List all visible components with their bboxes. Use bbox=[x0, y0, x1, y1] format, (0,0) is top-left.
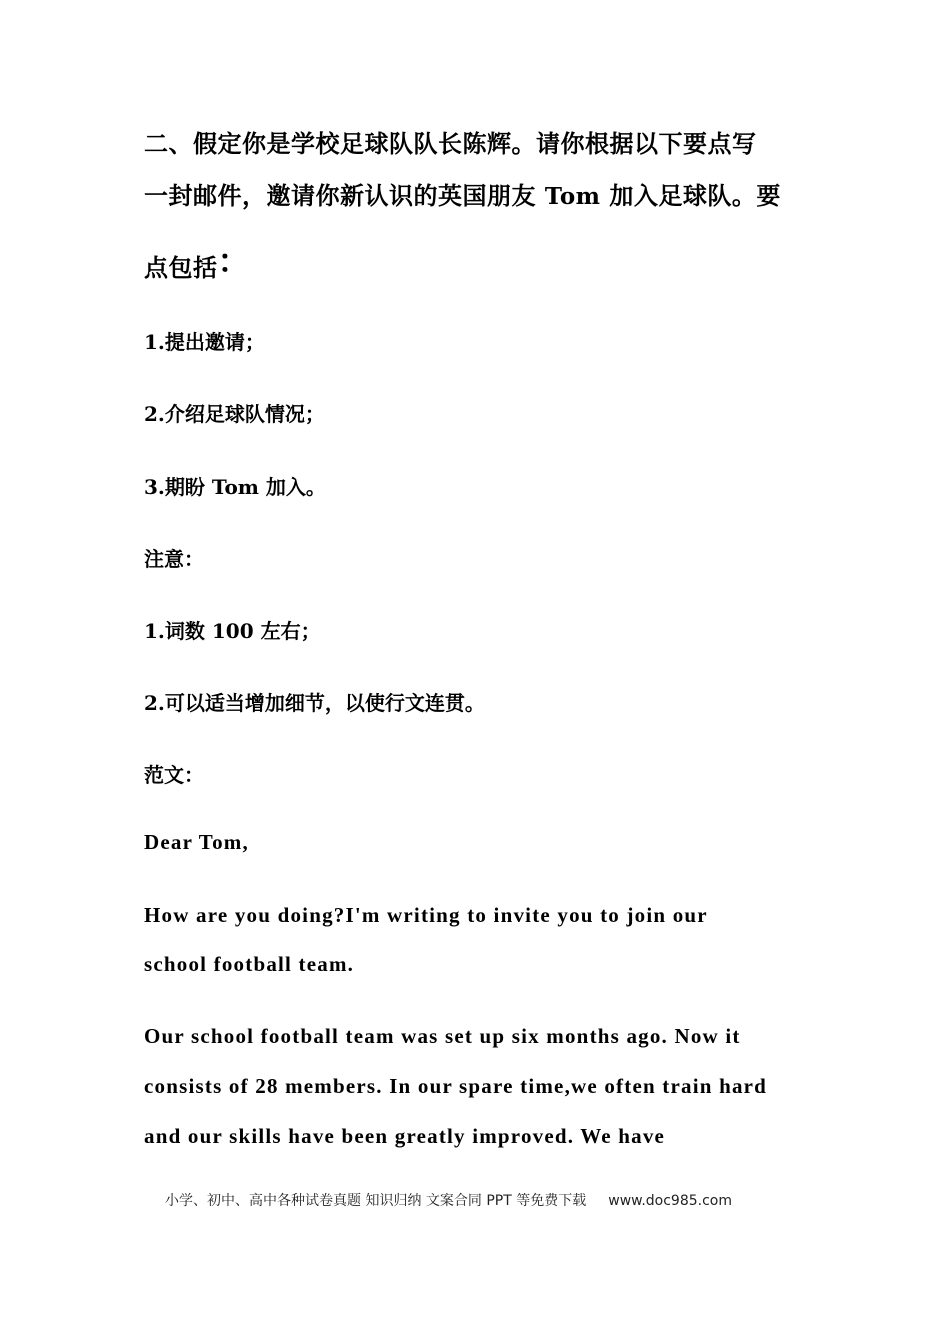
page-footer bbox=[165, 1190, 732, 1210]
word-count: 100 bbox=[211, 619, 254, 643]
note-text: 词数 bbox=[164, 619, 212, 643]
letter-para2-line-1: Our school football team was set up six months ago. Now it bbox=[144, 1024, 741, 1048]
question-text: 点包括 bbox=[144, 254, 218, 282]
question-line-1 bbox=[144, 124, 757, 159]
letter-salutation: Dear Tom, bbox=[144, 830, 249, 854]
note-2 bbox=[144, 687, 485, 716]
point-3 bbox=[144, 471, 326, 500]
question-text: 一封邮件，邀请你新认识的英国朋友 bbox=[144, 182, 545, 210]
letter-para2-line-3: and our skills have been greatly improved. We have bbox=[144, 1124, 666, 1148]
letter-para2-line-2: consists of 28 members. In our spare time,we often train hard bbox=[144, 1074, 768, 1098]
note-text: 可以适当增加细节，以使行文连贯。 bbox=[164, 691, 485, 715]
note-1 bbox=[144, 615, 321, 644]
sample-label bbox=[144, 759, 204, 788]
point-text: 介绍足球队情况； bbox=[164, 402, 325, 426]
notes-label bbox=[144, 543, 204, 572]
footer-site: www.doc985.com bbox=[608, 1193, 732, 1209]
friend-name: Tom bbox=[211, 475, 259, 499]
sample-label-text: 范文： bbox=[144, 763, 204, 787]
point-text: 加入。 bbox=[258, 475, 326, 499]
footer-text: 小学、初中、高中各种试卷真题 知识归纳 文案合同 PPT 等免费下载 bbox=[165, 1193, 587, 1209]
question-text: 二、假定你是学校足球队队长陈辉。请你根据以下要点写 bbox=[144, 130, 757, 158]
question-line-2 bbox=[144, 176, 781, 211]
point-text: 期盼 bbox=[164, 475, 212, 499]
question-text: 加入足球队。要 bbox=[600, 182, 781, 210]
colon: ： bbox=[217, 242, 251, 280]
point-number: 3. bbox=[144, 475, 165, 499]
friend-name: Tom bbox=[544, 183, 601, 210]
point-2 bbox=[144, 398, 325, 427]
point-number: 1. bbox=[144, 330, 165, 354]
letter-para1-line-2: school football team. bbox=[144, 952, 355, 976]
point-1 bbox=[144, 326, 265, 355]
notes-label-text: 注意： bbox=[144, 547, 204, 571]
note-number: 2. bbox=[144, 691, 165, 715]
letter-para1-line-1: How are you doing?I'm writing to invite you to join our bbox=[144, 903, 708, 927]
point-text: 提出邀请； bbox=[164, 330, 265, 354]
note-text: 左右； bbox=[253, 619, 321, 643]
question-line-3 bbox=[144, 240, 250, 286]
note-number: 1. bbox=[144, 619, 165, 643]
point-number: 2. bbox=[144, 402, 165, 426]
